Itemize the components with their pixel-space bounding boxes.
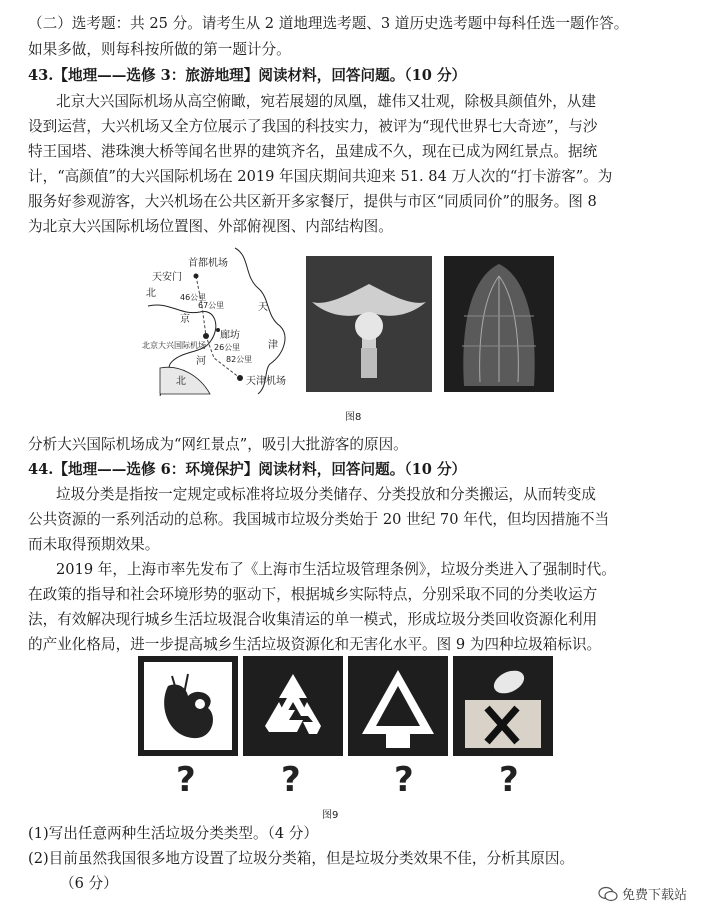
bin-kitchen-waste: [138, 656, 238, 756]
bin-recyclable: [243, 656, 343, 756]
paragraph-line: 北京大兴国际机场从高空俯瞰，宛若展翅的凤凰，雄伟又壮观，除极具颜值外，从建: [56, 93, 596, 110]
question-44-heading: 44.【地理——选修 6：环境保护】阅读材料，回答问题。（10 分）: [28, 461, 467, 478]
figure-8-caption: 图8: [345, 412, 362, 423]
question-44-sub-1: (1)写出任意两种生活垃圾分类类型。（4 分）: [28, 825, 318, 842]
paragraph-line: 而未取得预期效果。: [28, 536, 160, 553]
section-intro-line: 如果多做，则每科按所做的第一题计分。: [28, 41, 291, 58]
kitchen-waste-icon: [138, 656, 238, 756]
question-43-prompt: 分析大兴国际机场成为“网红景点”，吸引大批游客的原因。: [28, 436, 408, 453]
map-label: 82公里: [226, 355, 253, 364]
map-label: 河: [196, 356, 206, 367]
question-44-sub-2-points: （6 分）: [60, 875, 118, 892]
map-label: 廊坊: [220, 330, 240, 341]
paragraph-line: 服务好参观游客，大兴机场在公共区新开多家餐厅，提供与市区“同质同价”的服务。图 8: [28, 193, 597, 210]
bin-question-mark: ?: [394, 760, 414, 800]
watermark: [598, 884, 687, 903]
paragraph-line: 特王国塔、港珠澳大桥等闻名世界的建筑齐名，虽建成不久，现在已成为网红景点。据统: [28, 143, 598, 160]
hazardous-waste-icon: [453, 656, 553, 756]
bin-question-mark: ?: [281, 760, 301, 800]
map-label: 46公里: [180, 293, 207, 302]
airport-interior-icon: [444, 256, 554, 392]
paragraph-line: 在政策的指导和社会环境形势的驱动下，根据城乡实际特点，分别采取不同的分类收运方: [28, 586, 598, 603]
section-intro-line: （二）选考题：共 25 分。请考生从 2 道地理选考题、3 道历史选考题中每科任选一题作答。: [28, 15, 629, 32]
map-label: 26公里: [214, 343, 241, 352]
airport-aerial-photo: [306, 256, 432, 392]
bin-other-waste: [348, 656, 448, 756]
figure-9: [0, 656, 701, 821]
bin-question-mark: ?: [499, 760, 519, 800]
map-label: 首都机场: [188, 258, 228, 269]
paragraph-line: 公共资源的一系列活动的总称。我国城市垃圾分类始于 20 世纪 70 年代，但均因措施不当: [28, 511, 610, 528]
question-44-sub-2: (2)目前虽然我国很多地方设置了垃圾分类箱，但是垃圾分类效果不佳，分析其原因。: [28, 850, 575, 867]
paragraph-line: 的产业化格局，进一步提高城乡生活垃圾资源化和无害化水平。图 9 为四种垃圾箱标识。: [28, 636, 602, 653]
question-43-heading: 43.【地理——选修 3：旅游地理】阅读材料，回答问题。（10 分）: [28, 67, 467, 84]
recycle-icon: [243, 656, 343, 756]
paragraph-line: 法，有效解决现行城乡生活垃圾混合收集清运的单一模式，形成垃圾分类回收资源化利用: [28, 611, 598, 628]
map-label: 京: [180, 314, 190, 325]
map-label: 北京大兴国际机场: [142, 341, 206, 350]
paragraph-line: 计，“高颜值”的大兴国际机场在 2019 年国庆期间共迎来 51. 84 万人次的“打卡游客”。为: [28, 168, 613, 185]
map-label: 北: [176, 376, 186, 387]
other-waste-icon: [348, 656, 448, 756]
paragraph-line: 设到运营，大兴机场又全方位展示了我国的科技实力，被评为“现代世界七大奇迹”，与沙: [28, 118, 598, 135]
figure-8: [0, 242, 701, 432]
map-label: 北: [146, 288, 156, 299]
watermark-text: 免费下载站: [621, 888, 687, 903]
map-label: 天津机场: [246, 376, 286, 387]
paragraph-line: 2019 年，上海市率先发布了《上海市生活垃圾管理条例》，垃圾分类进入了强制时代。: [56, 561, 616, 578]
paragraph-line: 垃圾分类是指按一定规定或标准将垃圾分类储存、分类投放和分类搬运，从而转变成: [56, 486, 596, 503]
figure-9-caption: 图9: [322, 810, 339, 821]
bin-hazardous-waste: [453, 656, 553, 756]
map-label: 天: [258, 302, 268, 313]
airport-aerial-icon: [306, 256, 432, 392]
bin-question-mark: ?: [176, 760, 196, 800]
paragraph-line: 为北京大兴国际机场位置图、外部俯视图、内部结构图。: [28, 218, 393, 235]
airport-interior-photo: [444, 256, 554, 392]
map-label: 天安门: [152, 272, 182, 283]
map-label: 67公里: [198, 301, 225, 310]
wechat-icon: [598, 886, 618, 902]
airport-location-map: [140, 246, 300, 396]
map-label: 津: [268, 340, 278, 351]
